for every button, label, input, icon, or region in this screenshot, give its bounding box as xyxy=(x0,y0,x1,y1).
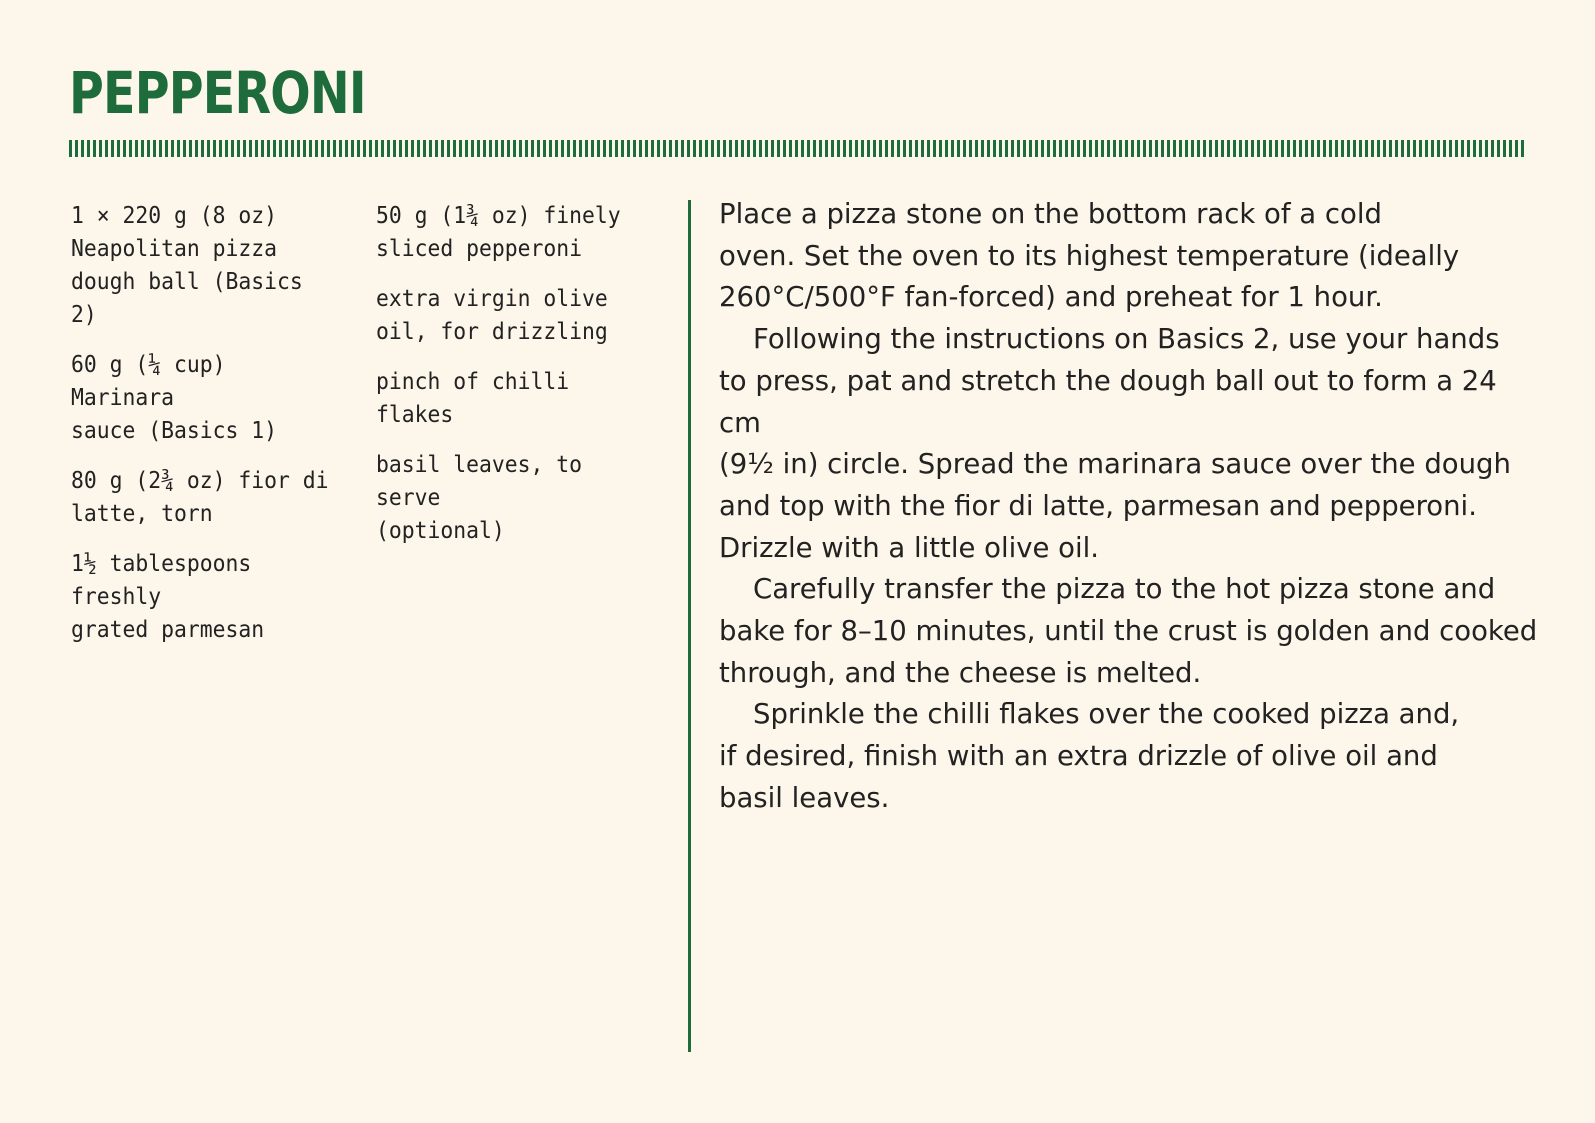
ingredient-item: pinch of chilli flakes xyxy=(376,369,570,428)
method-paragraph: Place a pizza stone on the bottom rack of a cold oven. Set the oven to its highest temperature (ideally 260°C/500°F fan-forced) and preheat for 1 hour. xyxy=(719,198,1460,314)
title-divider-rule xyxy=(69,140,1526,157)
ingredient-item: basil leaves, to serve (optional) xyxy=(376,452,583,544)
method-paragraph: Sprinkle the chilli flakes over the cooked pizza and, if desired, finish with an extra drizzle of olive oil and basil leaves. xyxy=(719,698,1460,814)
ingredient-item: 80 g (2¾ oz) fior di latte, torn xyxy=(71,468,329,527)
method-paragraph: Following the instructions on Basics 2, use your hands to press, pat and stretch the dough ball out to form a 24 cm (9½ in) circle. Spread the marinara sauce over the dough and top with the fior di latte, parmesan and pepperoni. Drizzle with a little olive oil. xyxy=(719,323,1511,564)
ingredients-column-left xyxy=(71,200,361,664)
method-text xyxy=(719,194,1539,820)
ingredient-item: 50 g (1¾ oz) finely sliced pepperoni xyxy=(376,203,621,262)
ingredients-column-right xyxy=(376,200,676,565)
column-divider xyxy=(688,200,691,1052)
method-paragraph: Carefully transfer the pizza to the hot pizza stone and bake for 8–10 minutes, until the crust is golden and cooked through, and the cheese is melted. xyxy=(719,573,1538,689)
ingredient-item: 60 g (¼ cup) Marinara sauce (Basics 1) xyxy=(71,352,278,444)
ingredient-item: 1½ tablespoons freshly grated parmesan xyxy=(71,551,265,643)
recipe-title: PEPPERONI xyxy=(69,59,366,127)
ingredient-item: 1 × 220 g (8 oz) Neapolitan pizza dough ball (Basics 2) xyxy=(71,203,303,328)
ingredient-item: extra virgin olive oil, for drizzling xyxy=(376,286,608,345)
